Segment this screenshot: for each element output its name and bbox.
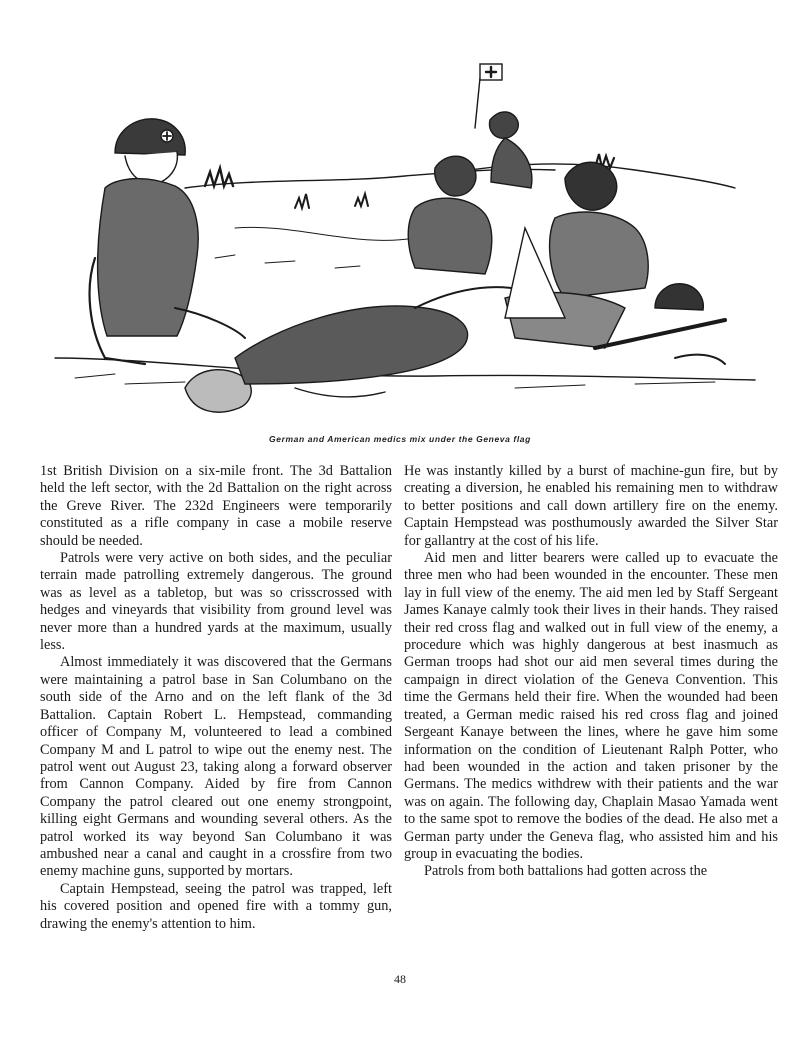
medics-illustration bbox=[35, 58, 765, 428]
paragraph: Patrols from both battalions had gotten across the bbox=[424, 863, 708, 880]
text-column-left bbox=[40, 463, 392, 933]
figure-caption: German and American medics mix under the Geneva flag bbox=[269, 434, 531, 444]
paragraph: Aid men and litter bearers were called up to evacuate the three men who had been wounded in the encounter. These men lay in full view of the enemy. The aid men led by Staff Sergeant James Kanaye calmly took their lives in their hands. They raised their red cross flag and walked out in full view of the enemy, a procedure which was highly dangerous at best inasmuch as German troops had shot our aid men several times during the campaign in direct violation of the Geneva Convention. This time the Germans held their fire. When the wounded had been treated, a German medic raised his red cross flag and joined Sergeant Kanaye between the lines, where he gave him some information on the condition of Lieutenant Ralph Potter, who had been wounded in the action and taken prisoner by the Germans. The medics withdrew with their patients and the war was on again. The following day, Chaplain Masao Yamada went to the same spot to remove the bodies of the dead. He also met a German party under the Geneva flag, who assisted him and his group in evacuating the bodies. bbox=[404, 550, 778, 862]
helmet-icon bbox=[655, 284, 703, 310]
text-column-right bbox=[404, 463, 778, 881]
paragraph: 1st British Division on a six-mile front. The 3d Battalion held the left sector, with the 2d Battalion on the right across the Greve River. The 232d Engineers were temporarily constituted as a rifle company in case a mobile reserve should be needed. bbox=[40, 463, 392, 549]
paragraph: Captain Hempstead, seeing the patrol was trapped, left his covered position and opened fire with a tommy gun, drawing the enemy's attention to him. bbox=[40, 880, 392, 932]
paragraph: Patrols were very active on both sides, and the peculiar terrain made patrolling extremely dangerous. The ground was as level as a tabletop, but was so crisscrossed with hedges and vineyards that visibility from ground level was never more than a hundred yards at the maximum, usually less. bbox=[40, 550, 392, 654]
wounded-soldier-icon bbox=[185, 287, 545, 412]
paragraph: Almost immediately it was discovered that the Germans were maintaining a patrol base in San Columbano on the south side of the Arno and on the left flank of the 3d Battalion. Captain Robert L. Hempstead, commanding officer of Company M, volunteered to lead a combined Company M and L patrol to wipe out the enemy nest. The patrol went out August 23, taking along a forward observer from Cannon Company. Aided by fire from Cannon Company the patrol cleared out one enemy strongpoint, killing eight Germans and wounding several others. As the patrol worked its way beyond San Columbano it was ambushed near a canal and caught in a crossfire from two enemy machine guns, supported by mortars. bbox=[40, 654, 392, 880]
page-number: 48 bbox=[394, 972, 406, 986]
medic-helmet-icon bbox=[115, 119, 185, 155]
paragraph: He was instantly killed by a burst of machine-gun fire, but by creating a diversion, he enabled his remaining men to withdraw to better positions and call down artillery fire on the enemy. Captain Hempstead was posthumously awarded the Silver Star for gallantry at the cost of his life. bbox=[404, 463, 778, 549]
